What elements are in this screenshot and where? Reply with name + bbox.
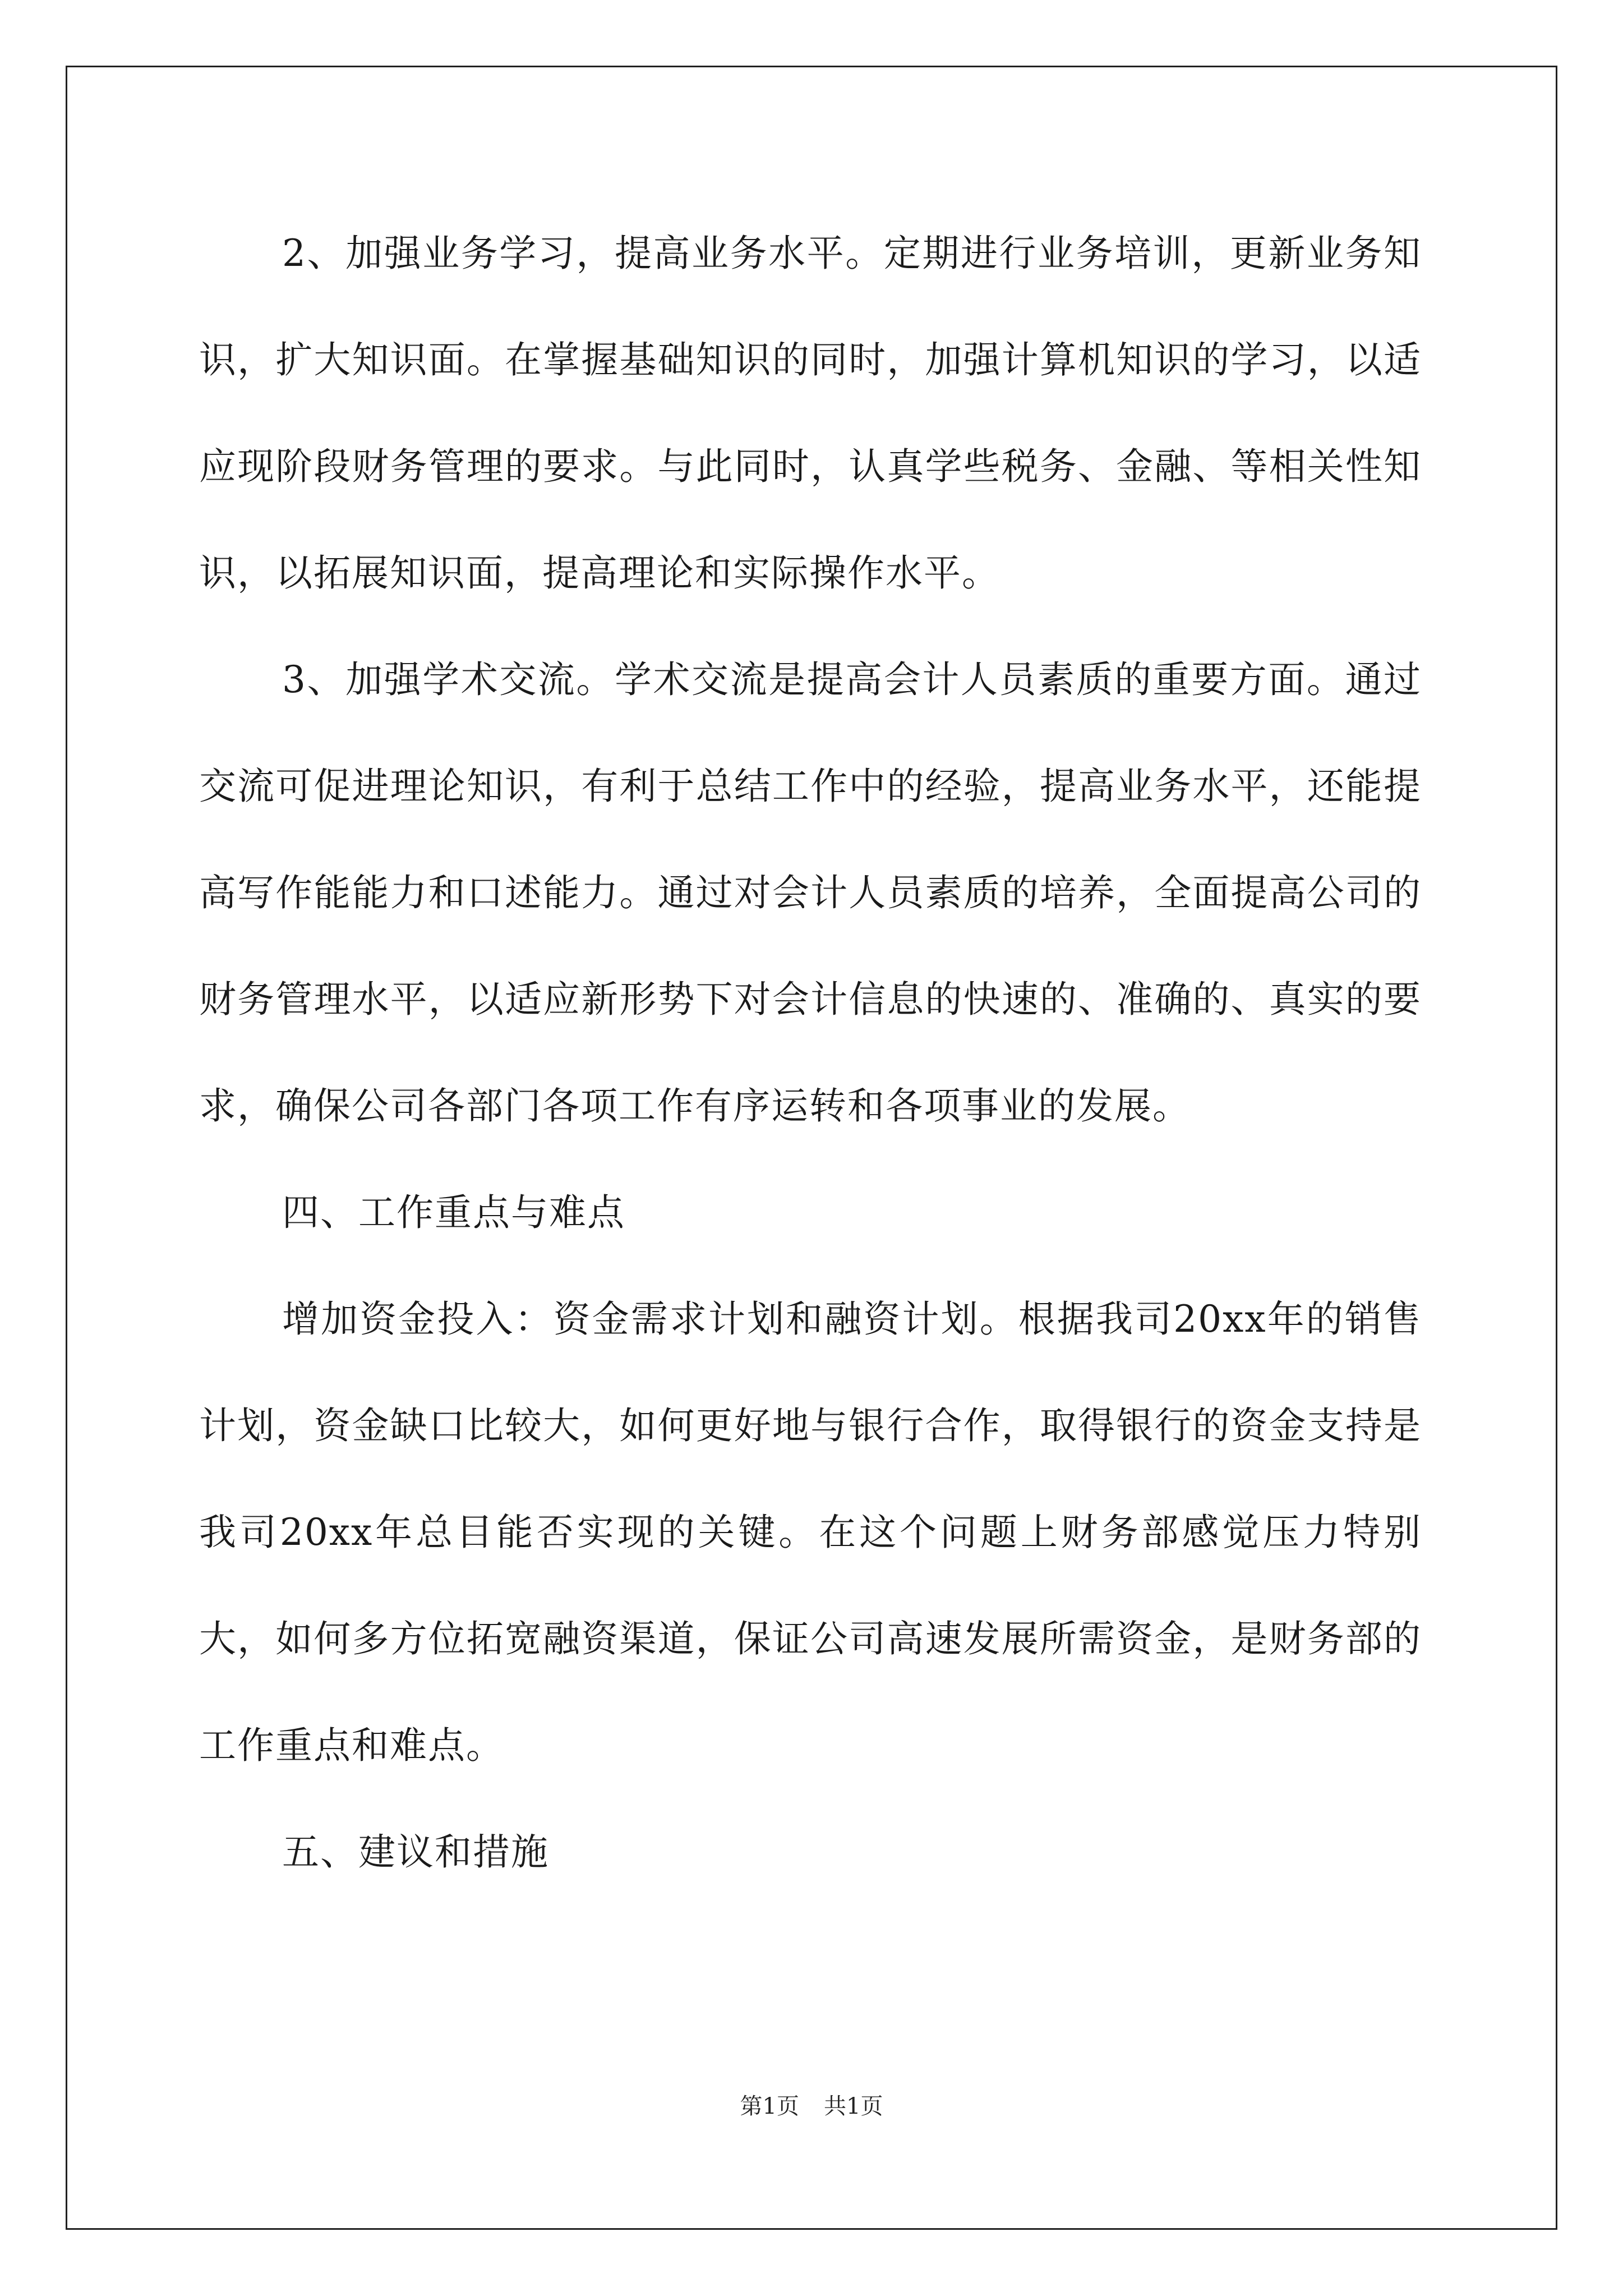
page-number-total: 共1页 (824, 2093, 883, 2119)
page-number-current: 第1页 (740, 2093, 799, 2119)
section-heading-suggestions: 五、建议和措施 (282, 1830, 549, 1874)
paragraph-business-study: 2、加强业务学习，提高业务水平。定期进行业务培训，更新业务知识，扩大知识面。在掌握基础知识的同时，加强计算机知识的学习，以适应现阶段财务管理的要求。与此同时，认真学些税务、金融、等相关性知识，以拓展知识面，提高理论和实际操作水平。 (199, 232, 1422, 595)
section-heading-key-points: 四、工作重点与难点 (282, 1191, 625, 1234)
document-body (199, 200, 1422, 1906)
paragraph-academic-exchange: 3、加强学术交流。学术交流是提高会计人员素质的重要方面。通过交流可促进理论知识，有利于总结工作中的经验，提高业务水平，还能提高写作能能力和口述能力。通过对会计人员素质的培养，全面提高公司的财务管理水平，以适应新形势下对会计信息的快速的、准确的、真实的要求，确保公司各部门各项工作有序运转和各项事业的发展。 (199, 658, 1422, 1128)
page-footer (0, 2092, 1623, 2120)
paragraph-capital-investment: 增加资金投入：资金需求计划和融资计划。根据我司20xx年的销售计划，资金缺口比较大，如何更好地与银行合作，取得银行的资金支持是我司20xx年总目能否实现的关键。在这个问题上财务部感觉压力特别大，如何多方位拓宽融资渠道，保证公司高速发展所需资金，是财务部的工作重点和难点。 (199, 1297, 1422, 1767)
